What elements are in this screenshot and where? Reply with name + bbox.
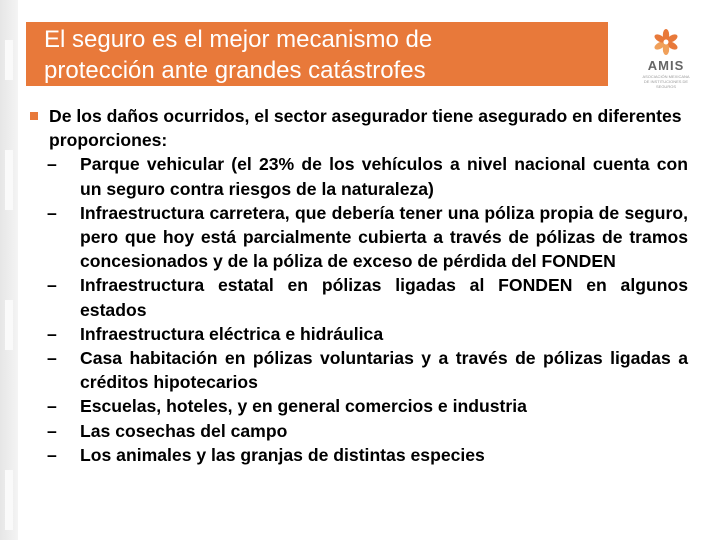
list-item-text: Casa habitación en pólizas voluntarias y a través de pólizas ligadas a créditos hipotecarios [80,348,688,393]
list-item-text: Escuelas, hoteles, y en general comercios e industria [80,396,527,417]
list-item [26,322,688,346]
left-decorative-strip [0,0,18,540]
strip-highlight [5,150,13,210]
flower-logo-icon [634,28,698,58]
list-item [26,443,688,467]
strip-highlight [5,300,13,350]
strip-highlight [5,470,13,530]
sub-bullet-list [26,152,688,467]
list-item [26,273,688,321]
dash-bullet: – [47,154,57,175]
list-item-text: Infraestructura estatal en pólizas ligadas al FONDEN en algunos estados [80,275,688,320]
main-bullet [26,104,688,152]
list-item-text: Parque vehicular (el 23% de los vehículos a nivel nacional cuenta con un seguro contra riesgos de la naturaleza) [80,154,688,199]
main-bullet-text: De los daños ocurridos, el sector asegurador tiene asegurado en diferentes proporciones: [49,106,682,151]
logo-subtitle: ASOCIACIÓN MEXICANA DE INSTITUCIONES DE SEGUROS [642,74,690,89]
dash-bullet: – [47,202,57,223]
logo-name: AMIS [647,58,685,73]
list-item [26,394,688,418]
list-item-text: Las cosechas del campo [80,420,288,441]
dash-bullet: – [47,396,57,417]
list-item [26,346,688,394]
list-item-text: Infraestructura eléctrica e hidráulica [80,323,384,344]
dash-bullet: – [47,348,57,369]
list-item [26,419,688,443]
strip-highlight [5,40,13,80]
slide-body [26,104,688,467]
dash-bullet: – [47,420,57,441]
dash-bullet: – [47,323,57,344]
list-item [26,152,688,200]
list-item-text: Infraestructura carretera, que debería tener una póliza propia de seguro, pero que hoy está parcialmente cubierta a través de pólizas de tramos concesionados y de la póliza de exceso de pérdida del FONDEN [80,202,688,272]
slide-title: El seguro es el mejor mecanismo de protección ante grandes catástrofes [44,26,433,84]
list-item [26,201,688,274]
dash-bullet: – [47,275,57,296]
amis-logo [634,28,698,92]
square-bullet-icon [30,112,38,120]
list-item-text: Los animales y las granjas de distintas especies [80,444,485,465]
dash-bullet: – [47,444,57,465]
